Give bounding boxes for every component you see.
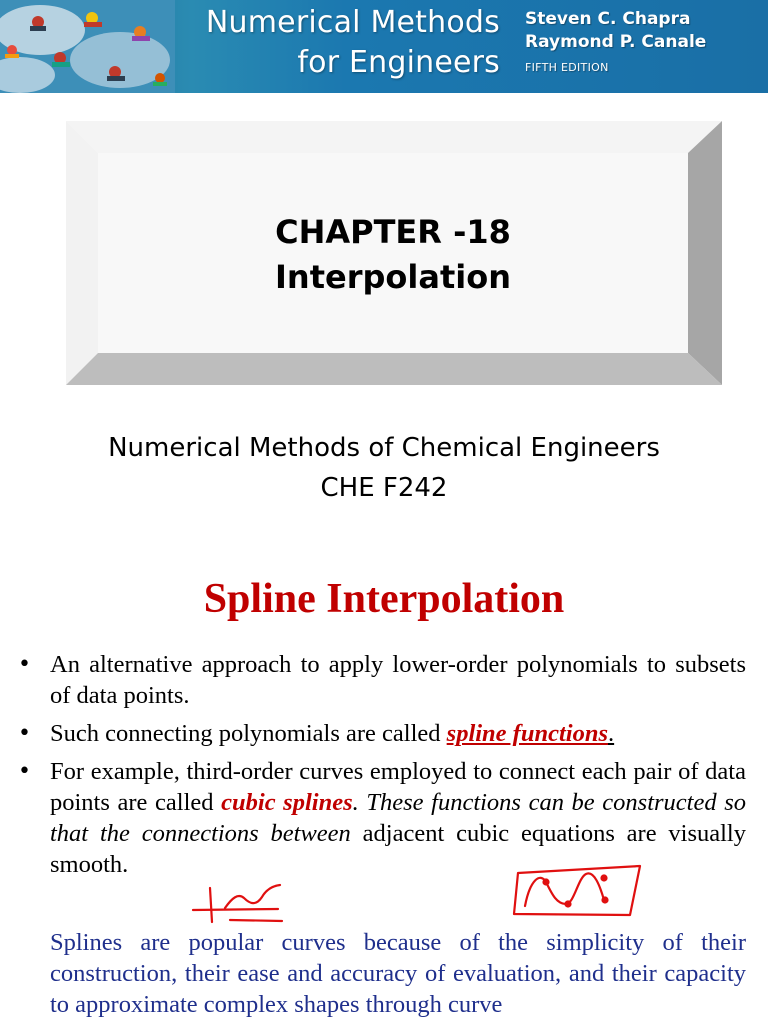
course-name: Numerical Methods of Chemical Engineers bbox=[108, 433, 660, 463]
book-title-line1: Numerical Methods bbox=[205, 5, 500, 40]
bullet-3-text: For example, third-order curves employed to connect each pair of data points are called bbox=[50, 758, 746, 816]
chapter-number: CHAPTER -18 bbox=[275, 213, 511, 251]
author-2: Raymond P. Canale bbox=[525, 32, 707, 52]
bullet-3-italic: . These functions can be constructed so that the connections between bbox=[50, 789, 747, 847]
sketch-axes-curve bbox=[193, 885, 282, 922]
bullet-1-text: An alternative approach to apply lower-order polynomials to subsets of data points. bbox=[50, 651, 746, 709]
book-title-line2: for Engineers bbox=[297, 45, 500, 80]
bullet-2-text: Such connecting polynomials are called bbox=[50, 720, 447, 747]
spline-functions-term: spline functions bbox=[446, 720, 608, 747]
chapter-title: Interpolation bbox=[275, 258, 511, 296]
closing-paragraph: Splines are popular curves because of the simplicity of their construction, their ease and accuracy of evaluation, and their capacity to approximate complex shapes through curve bbox=[50, 929, 746, 1018]
cubic-splines-term: cubic splines bbox=[221, 789, 353, 816]
course-code: CHE F242 bbox=[320, 473, 448, 503]
sketch-spline-box bbox=[514, 866, 640, 915]
edition-label: FIFTH EDITION bbox=[525, 61, 609, 74]
author-1: Steven C. Chapra bbox=[525, 9, 691, 29]
bullet-3-end: adjacent cubic equations are visually smooth. bbox=[50, 820, 746, 878]
bullet-2-period: . bbox=[608, 720, 615, 747]
section-title: Spline Interpolation bbox=[203, 576, 565, 622]
